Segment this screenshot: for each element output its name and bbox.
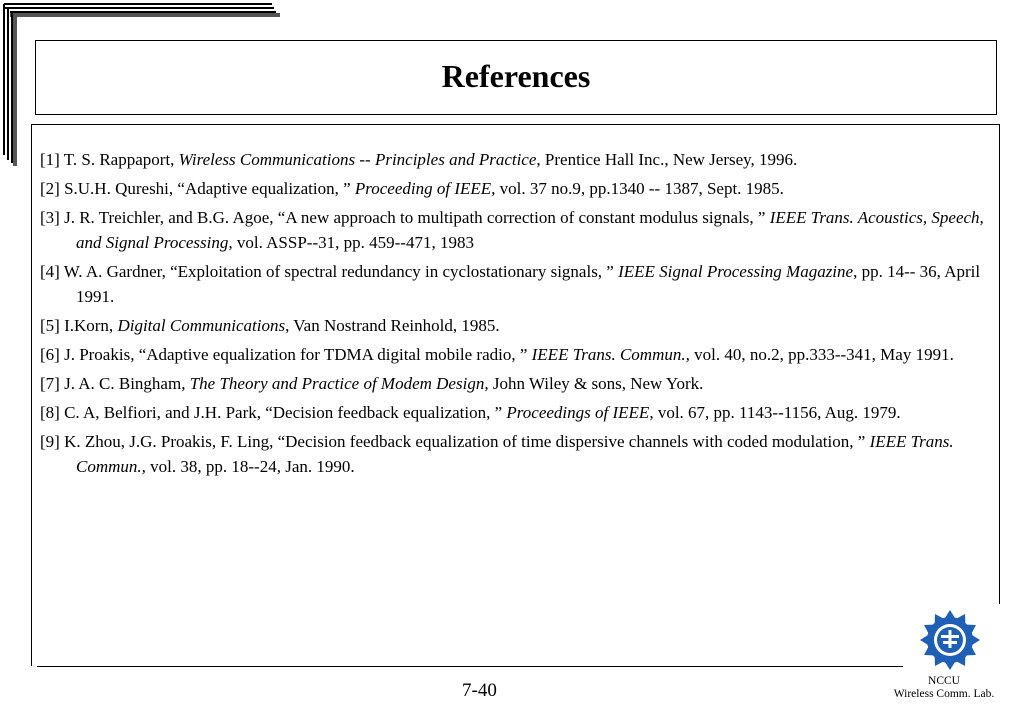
lab-caption [879, 675, 1009, 701]
reference-source: IEEE Trans. Acoustics, Speech, and Signal Processing, [76, 208, 984, 252]
nccu-logo-icon [917, 608, 983, 670]
reference-text: , Prentice Hall Inc., New Jersey, 1996. [536, 150, 798, 169]
reference-source: Proceeding of IEEE, [354, 179, 496, 198]
reference-source: Wireless Communications -- Principles and Practice [178, 150, 537, 169]
reference-text: S.U.H. Qureshi, “Adaptive equalization, ” [59, 179, 355, 198]
reference-number: [6] [40, 345, 60, 364]
slide-title: References [441, 58, 591, 94]
reference-number: [8] [40, 403, 60, 422]
reference-number: [2] [40, 179, 60, 198]
reference-text: J. R. Treichler, and B.G. Agoe, “A new approach to multipath correction of constant modulus signals, ” [59, 208, 770, 227]
reference-item [40, 176, 990, 201]
reference-number: [7] [40, 374, 60, 393]
reference-list [40, 147, 990, 483]
reference-text: T. S. Rappaport, [59, 150, 179, 169]
reference-number: [1] [40, 150, 60, 169]
title-box [35, 40, 997, 115]
reference-text: vol. ASSP--31, pp. 459--471, 1983 [232, 233, 474, 252]
reference-source: Digital Communications [117, 316, 286, 335]
reference-text: , vol. 67, pp. 1143--1156, Aug. 1979. [649, 403, 901, 422]
reference-number: [4] [40, 262, 60, 281]
reference-source: Proceedings of IEEE [506, 403, 650, 422]
reference-text: , Van Nostrand Reinhold, 1985. [285, 316, 500, 335]
reference-source: IEEE Signal Processing Magazine [618, 262, 854, 281]
reference-item [40, 429, 990, 479]
reference-text: W. A. Gardner, “Exploitation of spectral redundancy in cyclostationary signals, ” [59, 262, 619, 281]
reference-number: [3] [40, 208, 60, 227]
reference-item [40, 371, 990, 396]
institution-name: NCCU [928, 675, 960, 687]
page-number: 7-40 [462, 680, 497, 701]
reference-number: [9] [40, 432, 60, 451]
reference-text: , pp. 14-- 36, April 1991. [76, 262, 981, 306]
reference-text: C. A, Belfiori, and J.H. Park, “Decision feedback equalization, ” [59, 403, 507, 422]
reference-item [40, 205, 990, 255]
reference-text: J. Proakis, “Adaptive equalization for TDMA digital mobile radio, ” [59, 345, 532, 364]
footer-rule [37, 666, 903, 667]
reference-text: vol. 40, no.2, pp.333--341, May 1991. [689, 345, 954, 364]
reference-source: IEEE Trans. Commun., [76, 432, 954, 476]
references-panel [31, 124, 1000, 666]
reference-item [40, 259, 990, 309]
reference-item [40, 342, 990, 367]
reference-text: John Wiley & sons, New York. [488, 374, 704, 393]
reference-source: The Theory and Practice of Modem Design, [189, 374, 489, 393]
reference-number: [5] [40, 316, 60, 335]
reference-text: J. A. C. Bingham, [59, 374, 190, 393]
reference-source: IEEE Trans. Commun., [531, 345, 690, 364]
reference-text: K. Zhou, J.G. Proakis, F. Ling, “Decision feedback equalization of time dispersive channels with coded modulation, ” [59, 432, 870, 451]
reference-text: I.Korn, [59, 316, 118, 335]
reference-text: vol. 38, pp. 18--24, Jan. 1990. [145, 457, 355, 476]
reference-item [40, 147, 990, 172]
reference-item [40, 313, 990, 338]
reference-item [40, 400, 990, 425]
reference-text: vol. 37 no.9, pp.1340 -- 1387, Sept. 1985. [495, 179, 784, 198]
lab-name: Wireless Comm. Lab. [893, 688, 995, 700]
